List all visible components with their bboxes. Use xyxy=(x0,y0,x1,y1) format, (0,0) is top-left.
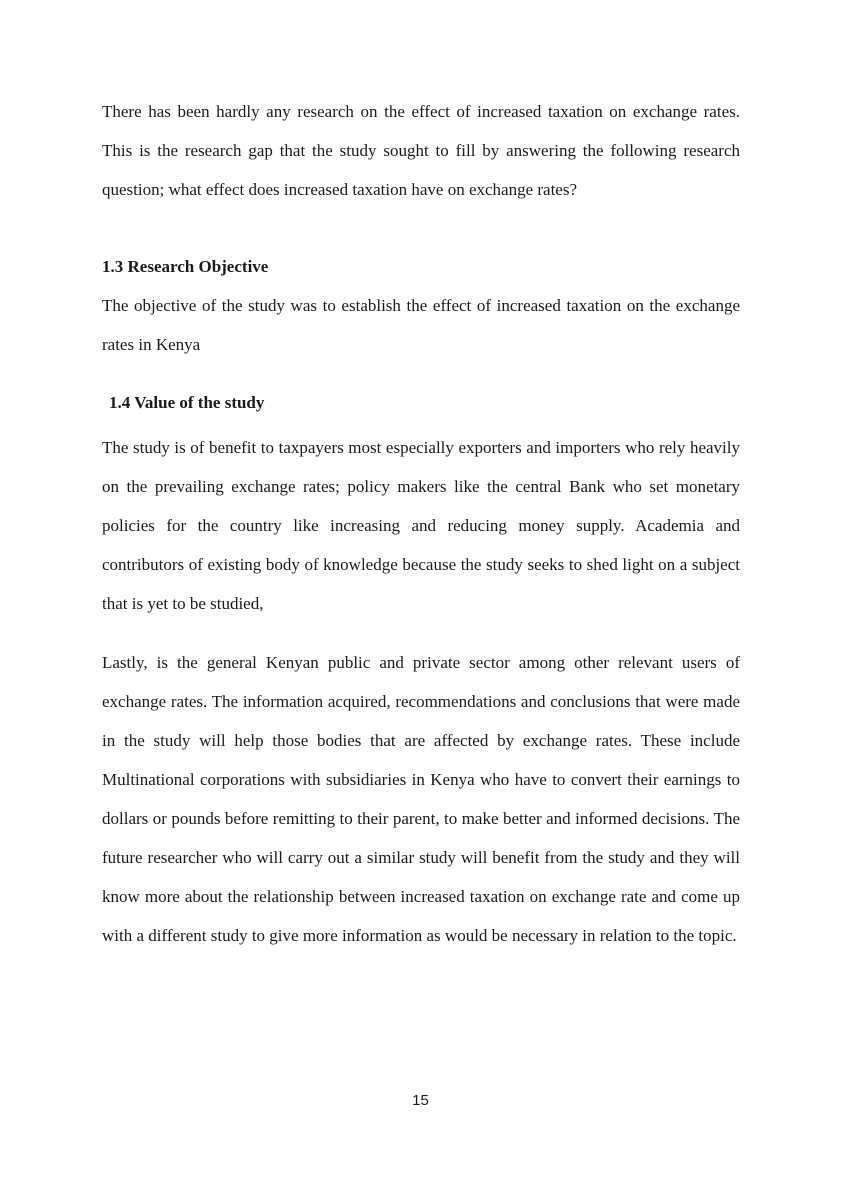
section-heading-research-objective: 1.3 Research Objective xyxy=(102,257,269,276)
paragraph-objective: The objective of the study was to establish the effect of increased taxation on the exchange rates in Kenya xyxy=(102,296,740,354)
paragraph-lastly-public-private: Lastly, is the general Kenyan public and private sector among other relevant users of exchange rates. The information acquired, recommendations and conclusions that were made in the study will help those bodies that are affected by exchange rates. These include Multinational corporations with subsidiaries in Kenya who have to convert their earnings to dollars or pounds before remitting to their parent, to make better and informed decisions. The future researcher who will carry out a similar study will benefit from the study and they will know more about the relationship between increased taxation on exchange rate and come up with a different study to give more information as would be necessary in relation to the topic. xyxy=(102,653,740,945)
page-number: 15 xyxy=(412,1092,429,1109)
paragraph-study-benefit: The study is of benefit to taxpayers most especially exporters and importers who rely heavily on the prevailing exchange rates; policy makers like the central Bank who set monetary policies for the country like increasing and reducing money supply. Academia and contributors of existing body of knowledge because the study seeks to shed light on a subject that is yet to be studied, xyxy=(102,438,740,613)
paragraph-research-gap: There has been hardly any research on the effect of increased taxation on exchange rates. This is the research gap that the study sought to fill by answering the following research question; what effect does increased taxation have on exchange rates? xyxy=(102,102,740,199)
page-body xyxy=(102,92,740,955)
section-heading-value-of-study: 1.4 Value of the study xyxy=(109,393,265,412)
